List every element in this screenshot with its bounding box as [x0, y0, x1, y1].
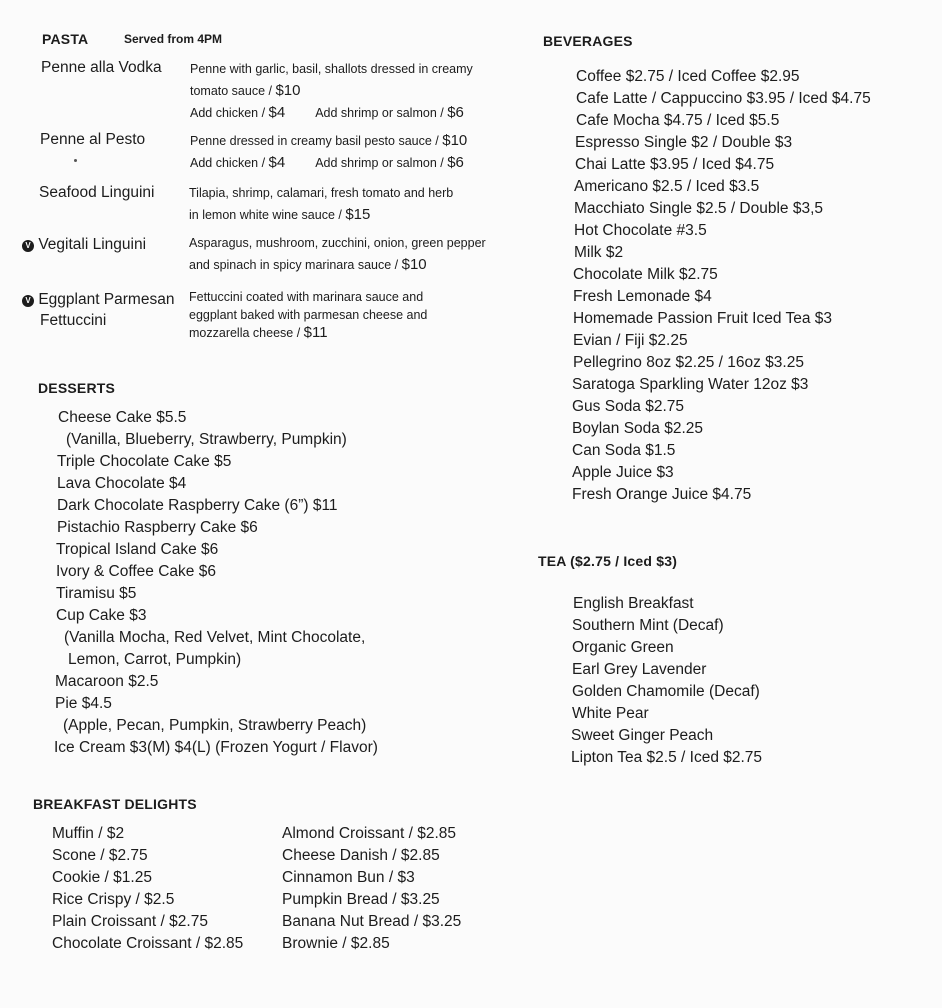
list-item: Earl Grey Lavender [572, 661, 707, 678]
list-item: Scone / $2.75 [52, 847, 148, 864]
pasta-item-description: Penne dressed in creamy basil pesto sauce / $10 Add chicken / $4 Add shrimp or salmon / $6 [190, 132, 468, 171]
list-item: Cookie / $1.25 [52, 869, 152, 886]
list-item: Cheese Danish / $2.85 [282, 847, 440, 864]
beverages-list [572, 66, 871, 506]
list-item: Hot Chocolate #3.5 [574, 222, 707, 239]
list-item: Ice Cream $3(M) $4(L) (Frozen Yogurt / Flavor) [54, 739, 378, 756]
list-item: (Vanilla, Blueberry, Strawberry, Pumpkin) [66, 431, 347, 448]
list-item: Triple Chocolate Cake $5 [57, 453, 232, 470]
list-item: Evian / Fiji $2.25 [573, 332, 688, 349]
list-item: Lava Chocolate $4 [57, 475, 187, 492]
pasta-item-description: Asparagus, mushroom, zucchini, onion, green pepper and spinach in spicy marinara sauce / $10 [189, 236, 486, 273]
list-item: Cup Cake $3 [56, 607, 147, 624]
list-item: Golden Chamomile (Decaf) [572, 683, 760, 700]
list-item: Dark Chocolate Raspberry Cake (6”) $11 [57, 497, 338, 514]
list-item: Banana Nut Bread / $3.25 [282, 913, 462, 930]
vegetarian-icon: V [22, 240, 34, 252]
list-item: Plain Croissant / $2.75 [52, 913, 208, 930]
list-item: Pellegrino 8oz $2.25 / 16oz $3.25 [573, 354, 804, 371]
list-item: English Breakfast [573, 595, 694, 612]
list-item: Pistachio Raspberry Cake $6 [57, 519, 258, 536]
list-item: Southern Mint (Decaf) [572, 617, 724, 634]
list-item: Boylan Soda $2.25 [572, 420, 703, 437]
list-item: Cinnamon Bun / $3 [282, 869, 415, 886]
list-item: Pumpkin Bread / $3.25 [282, 891, 440, 908]
list-item: Saratoga Sparkling Water 12oz $3 [572, 376, 809, 393]
list-item: Sweet Ginger Peach [571, 727, 714, 744]
list-item: Fresh Lemonade $4 [573, 288, 712, 305]
list-item: Almond Croissant / $2.85 [282, 825, 457, 842]
pasta-item-name: Penne alla Vodka [41, 59, 162, 76]
list-item: Lipton Tea $2.5 / Iced $2.75 [571, 749, 763, 766]
list-item: Milk $2 [574, 244, 624, 261]
list-item: Macchiato Single $2.5 / Double $3,5 [574, 200, 824, 217]
list-item: Organic Green [572, 639, 674, 656]
list-item: Cafe Mocha $4.75 / Iced $5.5 [576, 112, 780, 129]
breakfast-heading: BREAKFAST DELIGHTS [33, 796, 197, 812]
list-item: Apple Juice $3 [572, 464, 674, 481]
list-item: Homemade Passion Fruit Iced Tea $3 [573, 310, 833, 327]
list-item: Muffin / $2 [52, 825, 125, 842]
breakfast-list-right [282, 823, 461, 955]
list-item: Rice Crispy / $2.5 [52, 891, 175, 908]
list-item: Coffee $2.75 / Iced Coffee $2.95 [576, 68, 800, 85]
pasta-item-name: Seafood Linguini [39, 184, 155, 201]
list-item: Tropical Island Cake $6 [56, 541, 219, 558]
list-item: Brownie / $2.85 [282, 935, 390, 952]
list-item: Gus Soda $2.75 [572, 398, 685, 415]
beverages-heading: BEVERAGES [543, 33, 633, 49]
list-item: Ivory & Coffee Cake $6 [56, 563, 216, 580]
list-item: White Pear [572, 705, 649, 722]
list-item: Pie $4.5 [55, 695, 112, 712]
pasta-serving-note: Served from 4PM [124, 32, 223, 46]
desserts-list [54, 407, 378, 759]
list-item: Lemon, Carrot, Pumpkin) [68, 651, 242, 668]
list-item: (Vanilla Mocha, Red Velvet, Mint Chocolate, [64, 629, 366, 646]
pasta-item-description: Penne with garlic, basil, shallots dressed in creamy tomato sauce / $10 Add chicken / $4 Add shrimp or salmon / $6 [190, 62, 473, 121]
list-item: Macaroon $2.5 [55, 673, 159, 690]
list-item: Chocolate Milk $2.75 [573, 266, 718, 283]
pasta-item-description: Fettuccini coated with marinara sauce and eggplant baked with parmesan cheese and mozzarella cheese / $11 [189, 290, 428, 341]
tea-heading: TEA ($2.75 / Iced $3) [538, 553, 678, 569]
vegetarian-icon: V [22, 295, 34, 307]
list-item: Chai Latte $3.95 / Iced $4.75 [575, 156, 775, 173]
pasta-item-name: Penne al Pesto [40, 131, 146, 148]
tea-list [572, 593, 762, 769]
list-item: Tiramisu $5 [56, 585, 137, 602]
list-item: (Apple, Pecan, Pumpkin, Strawberry Peach) [63, 717, 367, 734]
pasta-heading: PASTA [42, 31, 89, 47]
list-item: Chocolate Croissant / $2.85 [52, 935, 244, 952]
list-item: Fresh Orange Juice $4.75 [572, 486, 752, 503]
pasta-item-name: V Vegitali Linguini [22, 236, 146, 254]
scan-speck [74, 159, 77, 162]
list-item: Cafe Latte / Cappuccino $3.95 / Iced $4.75 [576, 90, 871, 107]
list-item: Americano $2.5 / Iced $3.5 [574, 178, 760, 195]
desserts-heading: DESSERTS [38, 380, 116, 396]
pasta-item-description: Tilapia, shrimp, calamari, fresh tomato and herb in lemon white wine sauce / $15 [189, 186, 454, 223]
breakfast-list-left [52, 823, 243, 955]
pasta-item-name: V Eggplant Parmesan Fettuccini [22, 289, 174, 331]
list-item: Cheese Cake $5.5 [58, 409, 187, 426]
list-item: Espresso Single $2 / Double $3 [575, 134, 793, 151]
list-item: Can Soda $1.5 [572, 442, 676, 459]
